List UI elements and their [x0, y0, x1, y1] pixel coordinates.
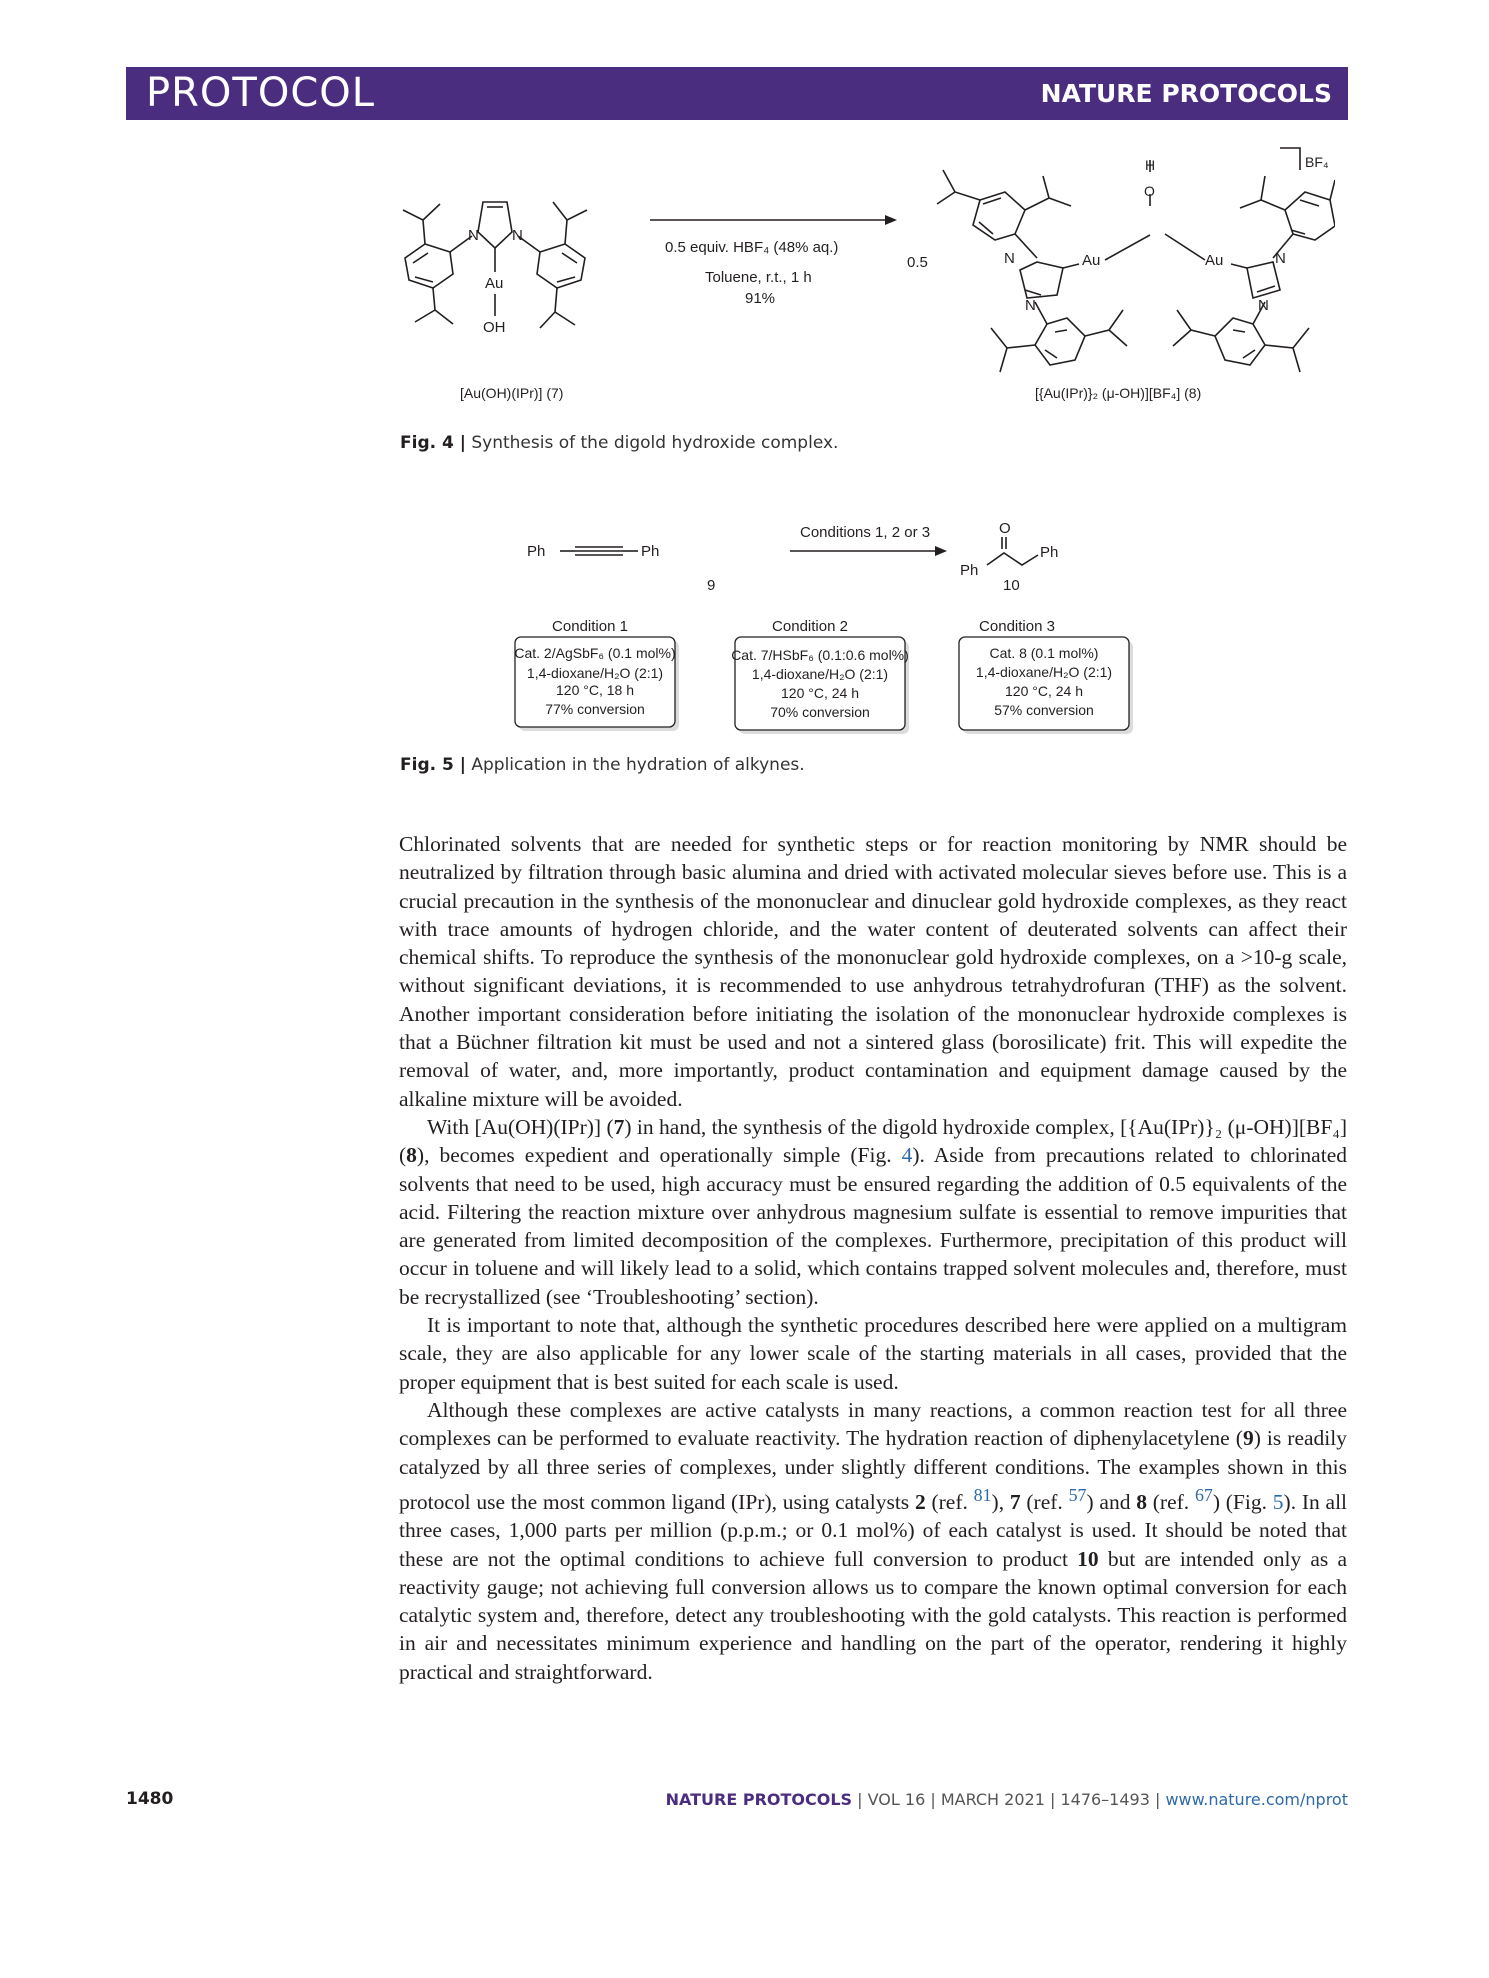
- figure-5-scheme: [395, 515, 1195, 740]
- condition-catalyst: Cat. 8 (0.1 mol%): [989, 645, 1099, 661]
- figure-5-caption: [400, 755, 805, 775]
- atom-label: N: [1275, 250, 1286, 267]
- footer-date: MARCH 2021: [940, 1790, 1045, 1809]
- condition-result: 57% conversion: [994, 702, 1094, 718]
- condition-temp: 120 °C, 24 h: [781, 685, 859, 701]
- page-number: 1480: [126, 1789, 174, 1809]
- condition-solvent: 1,4-dioxane/H₂O (2:1): [526, 665, 664, 681]
- reaction-yield: 91%: [745, 290, 776, 307]
- caption-label: Fig. 5 |: [400, 755, 466, 775]
- citation-link[interactable]: 81: [973, 1484, 992, 1505]
- atom-label: N: [468, 227, 479, 244]
- alkyne-ph-left: Ph: [527, 543, 546, 560]
- atom-label: N: [512, 227, 523, 244]
- paragraph: Although these complexes are active catalysts in many reactions, a common reaction test for all three complexes can be performed to evaluate reactivity. The hydration reaction of diphenylacetylene (9) is readily catalyzed by all three series of complexes, under slightly different conditions. The examples shown in this protocol use the most common ligand (IPr), using catalysts 2 (ref. $^{81}$), 7 (ref. $^{57}$) and 8 (ref. $^{67}$) (Fig. 5). In all three cases, 1,000 parts per million (p.p.m.; or 0.1 mol%) of each catalyst is used. It should be noted that these are not the optimal conditions to achieve full conversion to product 10 but are intended only as a reactivity gauge; not achieving full conversion allows us to compare the known optimal conversion for each catalytic system and, therefore, detect any troubleshooting with the gold catalysts. This reaction is performed in air and necessitates minimum experience and handling on the part of the operator, rendering it highly practical and straightforward.: [399, 1397, 1348, 1684]
- section-label: PROTOCOL: [146, 70, 376, 116]
- header-banner: [126, 67, 1348, 120]
- paragraph: Chlorinated solvents that are needed for synthetic steps or for reaction monitoring by NMR should be neutralized by filtration through basic alumina and dried with activated molecular sieves before use. This is a crucial precaution in the synthesis of the mononuclear and dinuclear gold hydroxide complexes, as they react with trace amounts of hydrogen chloride, and the water content of deuterated solvents can affect their chemical shifts. To reproduce the synthesis of the mononuclear gold hydroxide complexes, on a >10-g scale, without significant deviations, it is recommended to use anhydrous tetrahydrofuran (THF) as the solvent. Another important consideration before initiating the isolation of the mononuclear hydroxide complexes is that a Büchner filtration kit must be used and not a sintered glass (borosilicate) frit. This will expedite the removal of water, and, more importantly, product contamination and equipment damage caused by the alkaline mixture will be avoided.: [399, 832, 1347, 1111]
- body-text: [399, 830, 1347, 1686]
- figure-ref-link[interactable]: 4: [901, 1143, 913, 1168]
- footer-journal: NATURE PROTOCOLS: [665, 1790, 853, 1809]
- journal-name: NATURE PROTOCOLS: [1040, 79, 1332, 108]
- alkyne-ph-right: Ph: [641, 543, 660, 560]
- footer-url-link[interactable]: www.nature.com/nprot: [1165, 1790, 1348, 1809]
- ketone-o: O: [999, 520, 1011, 537]
- condition-result: 70% conversion: [770, 704, 870, 720]
- footer-volume: VOL 16: [867, 1790, 926, 1809]
- ketone-ph-2: Ph: [1040, 544, 1059, 561]
- caption-label: Fig. 4 |: [400, 433, 466, 453]
- reactant-label: [Au(OH)(IPr)] (7): [460, 385, 564, 401]
- stoich-coefficient: 0.5: [907, 254, 928, 271]
- condition-title: Condition 1: [552, 618, 628, 635]
- paragraph: With [Au(OH)(IPr)] (7) in hand, the synthesis of the digold hydroxide complex, [{Au(IPr)}₂ (μ-OH)][BF₄] (8), becomes expedient and operationally simple (Fig. 4). Aside from precautions related to chlorinated solvents that need to be used, high accuracy must be ensured regarding the addition of 0.5 equivalents of the acid. Filtering the reaction mixture over anhydrous magnesium sulfate is essential to remove impurities that are generated from limited decomposition of the complexes. Furthermore, precipitation of this product will occur in toluene and will likely lead to a solid, which contains trapped solvent molecules and, therefore, must be recrystallized (see ‘Troubleshooting’ section).: [399, 1114, 1347, 1309]
- condition-catalyst: Cat. 2/AgSbF₆ (0.1 mol%): [514, 645, 676, 661]
- atom-label: H: [1145, 157, 1156, 173]
- atom-label: N: [1025, 297, 1036, 314]
- atom-label: N: [1004, 250, 1015, 267]
- arrow-label: Conditions 1, 2 or 3: [800, 524, 931, 541]
- figure-4-caption: [400, 433, 838, 453]
- condition-catalyst: Cat. 7/HSbF₆ (0.1:0.6 mol%): [731, 647, 909, 663]
- condition-solvent: 1,4-dioxane/H₂O (2:1): [751, 666, 889, 682]
- counterion: BF₄: [1305, 154, 1329, 170]
- alkyne-number: 9: [707, 577, 716, 594]
- citation-link[interactable]: 67: [1194, 1484, 1213, 1505]
- citation-link[interactable]: 57: [1068, 1484, 1087, 1505]
- paragraph: It is important to note that, although the synthetic procedures described here were applied on a multigram scale, they are also applicable for any lower scale of the starting materials in all cases, provided that the proper equipment that is best suited for each scale is used.: [399, 1313, 1347, 1394]
- atom-label: OH: [483, 319, 506, 336]
- condition-title: Condition 3: [979, 618, 1055, 635]
- atom-label: Au: [1082, 252, 1101, 269]
- condition-title: Condition 2: [772, 618, 848, 635]
- atom-label: O: [1144, 183, 1155, 199]
- ketone-number: 10: [1003, 577, 1020, 594]
- atom-label: N: [1258, 297, 1269, 314]
- reaction-reagent: 0.5 equiv. HBF₄ (48% aq.): [665, 239, 839, 256]
- condition-temp: 120 °C, 24 h: [1005, 683, 1083, 699]
- atom-label: Au: [1205, 252, 1224, 269]
- ketone-ph-1: Ph: [960, 562, 979, 579]
- condition-result: 77% conversion: [545, 701, 645, 717]
- caption-text: Synthesis of the digold hydroxide complex.: [471, 433, 839, 453]
- condition-solvent: 1,4-dioxane/H₂O (2:1): [975, 664, 1113, 680]
- product-label: [{Au(IPr)}₂ (μ-OH)][BF₄] (8): [1035, 385, 1202, 401]
- reaction-conditions: Toluene, r.t., 1 h: [705, 269, 812, 286]
- figure-ref-link[interactable]: 5: [1272, 1489, 1284, 1514]
- condition-temp: 120 °C, 18 h: [556, 682, 634, 698]
- caption-text: Application in the hydration of alkynes.: [471, 755, 805, 775]
- footer-citation: NATURE PROTOCOLS | VOL 16 | MARCH 2021 | 1476–1493 | www.nature.com/nprot: [665, 1790, 1348, 1809]
- atom-label: Au: [485, 275, 504, 292]
- figure-4-scheme: [395, 140, 1335, 415]
- footer-pages: 1476–1493: [1060, 1790, 1150, 1809]
